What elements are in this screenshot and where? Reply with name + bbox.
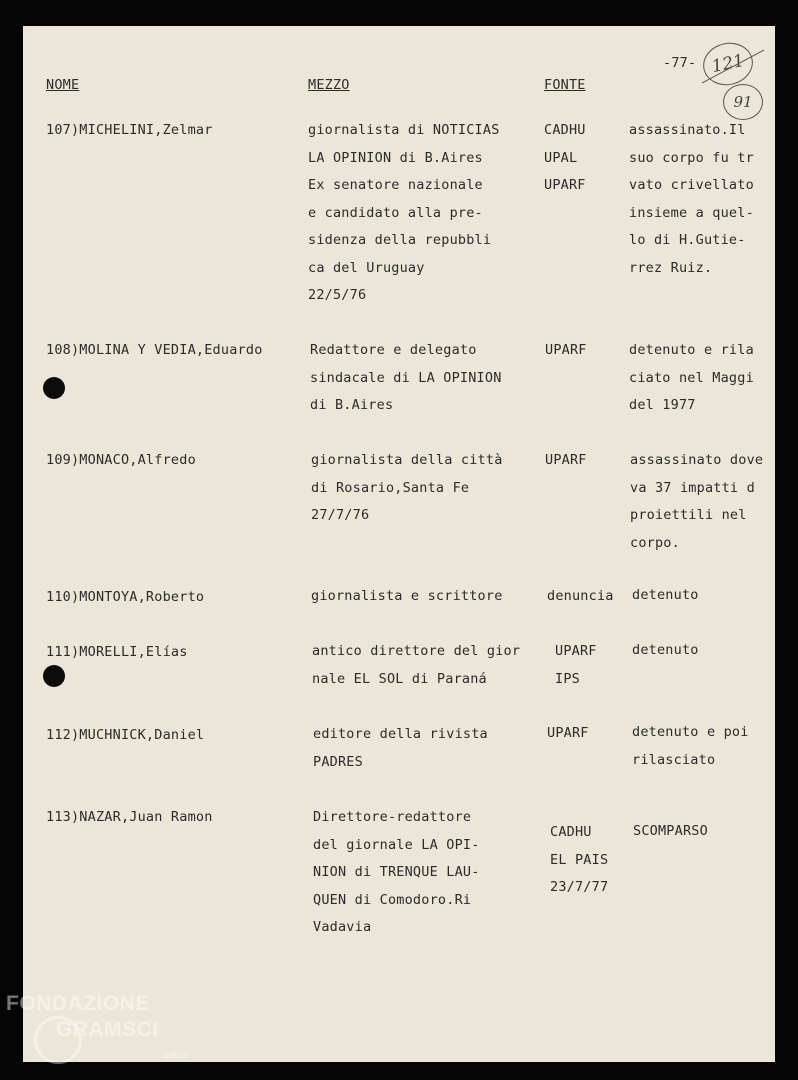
entry-fonte: denuncia <box>547 588 614 604</box>
entry-fonte: UPARF <box>545 342 587 358</box>
archive-stamp-121: 121 <box>699 38 757 89</box>
watermark-fondazione: FONDAZIONE <box>6 992 150 1015</box>
entry-mezzo: giornalista di NOTICIAS LA OPINION di B.Aires Ex senatore nazionale e candidato alla pre- sidenza della repubbli ca del Uruguay 22/5/76 <box>308 122 500 303</box>
header-mezzo: MEZZO <box>308 77 350 93</box>
entry-nome: 110)MONTOYA,Roberto <box>46 589 205 605</box>
document-page <box>23 26 775 1062</box>
archive-stamp-91: 91 <box>723 84 763 120</box>
entry-nome: 113)NAZAR,Juan Ramon <box>46 809 213 825</box>
watermark-onlus: onlus <box>163 1050 187 1061</box>
entry-note: SCOMPARSO <box>633 823 708 839</box>
entry-note: assassinato dove va 37 impatti d proiettili nel corpo. <box>630 452 764 551</box>
entry-mezzo: antico direttore del gior nale EL SOL di Paraná <box>312 643 521 687</box>
entry-fonte: UPARF IPS <box>555 643 597 687</box>
entry-fonte: CADHU UPAL UPARF <box>544 122 586 193</box>
entry-note: assassinato.Il suo corpo fu tr vato crivellato insieme a quel- lo di H.Gutie- rrez Ruiz. <box>629 122 754 276</box>
watermark-gramsci: GRAMSCI <box>56 1018 159 1041</box>
entry-nome: 112)MUCHNICK,Daniel <box>46 727 205 743</box>
entry-note: detenuto e rila ciato nel Maggi del 1977 <box>629 342 754 413</box>
entry-mezzo: Direttore-redattore del giornale LA OPI- NION di TRENQUE LAU- QUEN di Comodoro.Ri Vadavia <box>313 809 480 935</box>
punch-hole <box>43 665 65 687</box>
entry-note: detenuto <box>632 642 699 658</box>
page-number: -77- <box>663 55 697 71</box>
entry-mezzo: giornalista e scrittore <box>311 588 503 604</box>
entry-nome: 111)MORELLI,Elías <box>46 644 188 660</box>
header-fonte: FONTE <box>544 77 586 93</box>
entry-nome: 107)MICHELINI,Zelmar <box>46 122 213 138</box>
entry-note: detenuto <box>632 587 699 603</box>
header-nome: NOME <box>46 77 80 93</box>
entry-note: detenuto e poi rilasciato <box>632 724 749 768</box>
entry-nome: 108)MOLINA Y VEDIA,Eduardo <box>46 342 263 358</box>
punch-hole <box>43 377 65 399</box>
entry-nome: 109)MONACO,Alfredo <box>46 452 196 468</box>
entry-fonte: CADHU EL PAIS 23/7/77 <box>550 824 609 895</box>
entry-mezzo: giornalista della città di Rosario,Santa Fe 27/7/76 <box>311 452 503 523</box>
entry-mezzo: editore della rivista PADRES <box>313 726 488 770</box>
entry-mezzo: Redattore e delegato sindacale di LA OPINION di B.Aires <box>310 342 502 413</box>
entry-fonte: UPARF <box>547 725 589 741</box>
entry-fonte: UPARF <box>545 452 587 468</box>
